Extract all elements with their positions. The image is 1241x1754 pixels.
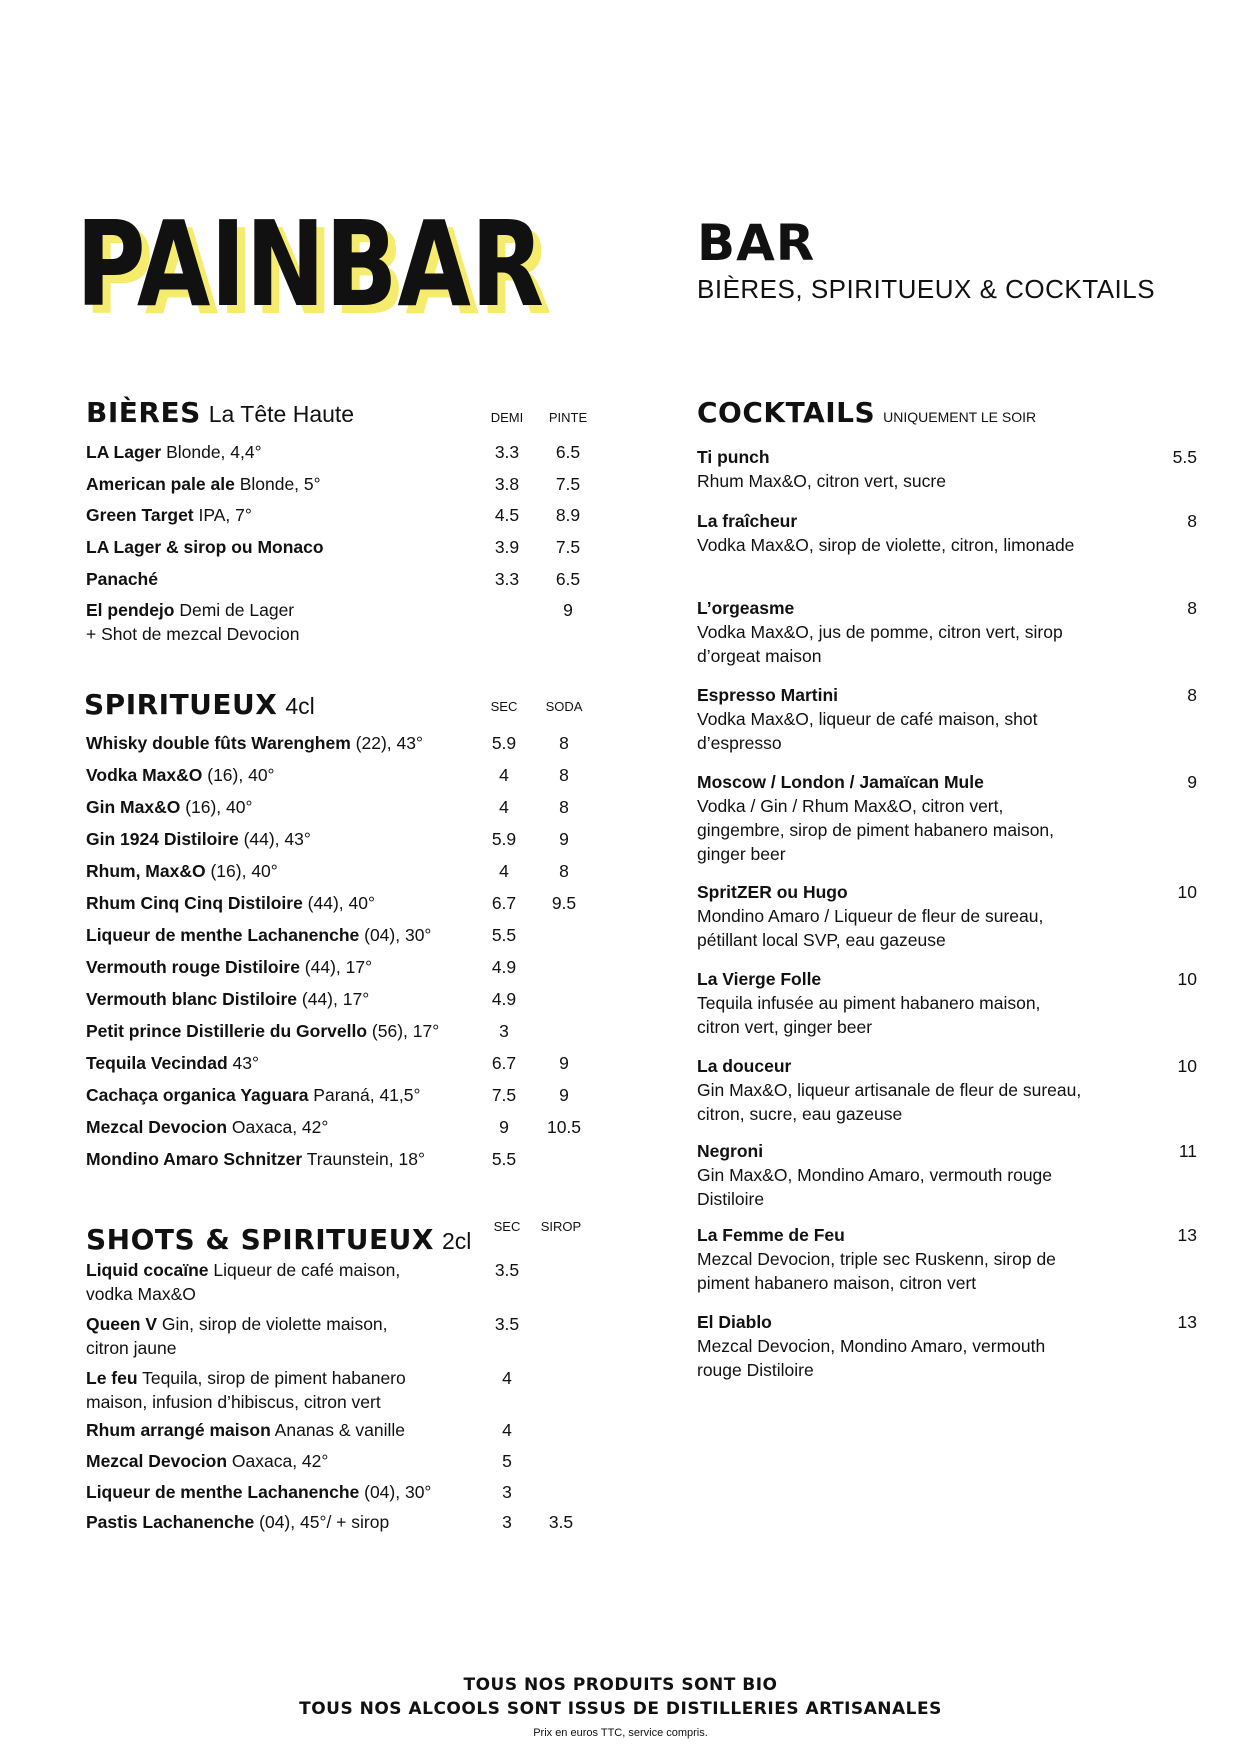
item-name: Liqueur de menthe Lachanenche [86,1482,360,1502]
item-text [86,891,481,915]
item-text [86,472,481,496]
cocktail-price: 13 [1177,1225,1197,1245]
cocktail-name: La fraîcheur [697,511,798,531]
item-name: Queen V [86,1314,157,1334]
cocktail-description: Tequila infusée au piment habanero maison, citron vert, ginger beer [697,993,1041,1037]
item-name: El pendejo [86,600,175,620]
spiritueux-item [86,1115,606,1139]
item-description: IPA, 7° [193,505,252,525]
item-price-2: 8 [559,861,569,881]
item-price-1: 4 [499,861,509,881]
item-text [86,567,481,591]
item-description-line2: vodka Max&O [86,1284,196,1304]
item-description: Blonde, 5° [234,474,321,494]
item-price-1: 3.5 [494,1314,520,1334]
cocktail-description: Vodka Max&O, liqueur de café maison, shot d’espresso [697,709,1038,753]
item-name: Panaché [86,569,158,589]
item-price-2: 6.5 [555,569,581,589]
shots-item [86,1312,606,1360]
spiritueux-item [86,987,606,1011]
item-name: Liquid cocaïne [86,1260,209,1280]
cocktail-price: 8 [1187,598,1197,618]
bieres-item [86,535,606,559]
item-text [86,598,481,646]
item-description: (56), 17° [367,1021,440,1041]
shots-item [86,1449,606,1473]
cocktail-item [697,967,1197,1039]
cocktails-note: UNIQUEMENT LE SOIR [883,409,1037,425]
cocktail-item [697,1054,1197,1126]
item-price-2: 10.5 [546,1117,582,1137]
item-price-1: 4 [502,1420,512,1440]
item-price-1: 3.8 [494,474,520,494]
item-price-2: 9.5 [551,893,577,913]
spiritueux-subtitle: 4cl [285,693,315,719]
item-name: LA Lager [86,442,162,462]
item-text [86,1312,481,1360]
item-description: Ananas & vanille [270,1420,406,1440]
item-text [86,1147,481,1171]
item-price-2: 8 [559,765,569,785]
item-description: (44), 17° [299,957,373,977]
item-text [86,1258,481,1306]
spiritueux-item [86,731,606,755]
spiritueux-item [86,891,606,915]
spiritueux-item [86,1051,606,1075]
cocktail-name: La Femme de Feu [697,1225,845,1245]
item-name: Vermouth blanc Distiloire [86,989,298,1009]
cocktail-price: 5.5 [1172,447,1197,467]
shots-title: SHOTS & SPIRITUEUX [86,1223,434,1256]
page-title: BAR [697,214,816,272]
item-text [86,1115,481,1139]
bieres-title: BIÈRES [86,396,201,429]
cocktail-description: Vodka Max&O, sirop de violette, citron, limonade [697,535,1075,555]
cocktail-item [697,445,1197,493]
spiritueux-item [86,1083,606,1107]
bieres-col-demi: DEMI [490,410,524,425]
item-text [86,923,481,947]
bieres-item [86,567,606,591]
bieres-col-pinte: PINTE [548,410,588,425]
page-subtitle: BIÈRES, SPIRITUEUX & COCKTAILS [697,274,1156,304]
item-price-1: 5 [502,1451,512,1471]
item-price-1: 4 [502,1368,512,1388]
item-description: Paraná, 41,5° [308,1085,421,1105]
spiritueux-item [86,1147,606,1171]
spiritueux-item [86,795,606,819]
cocktail-name: L’orgeasme [697,598,795,618]
item-text [86,1366,481,1414]
footer-prices-note: Prix en euros TTC, service compris. [533,1727,708,1739]
item-price-1: 4.5 [494,505,520,525]
cocktail-item [697,596,1197,668]
spiritueux-item [86,1019,606,1043]
item-text [86,1480,481,1504]
item-text [86,1418,481,1442]
painbar-logo-art [76,205,556,335]
cocktail-item [697,880,1197,952]
item-price-1: 5.5 [491,1149,517,1169]
item-name: Gin Max&O [86,797,181,817]
item-text [86,859,481,883]
cocktail-item [697,1223,1197,1295]
item-price-1: 5.9 [491,829,517,849]
spiritueux-item [86,827,606,851]
item-price-1: 4 [499,765,509,785]
item-description: Gin, sirop de violette maison, [157,1314,388,1334]
item-price-1: 3.3 [494,442,520,462]
item-name: Petit prince Distillerie du Gorvello [86,1021,368,1041]
item-price-1: 3 [502,1512,512,1532]
shots-col-sec: SEC [493,1219,521,1234]
item-description: (04), 30° [359,925,432,945]
item-description: Blonde, 4,4° [161,442,262,462]
cocktail-item [697,1310,1197,1382]
item-price-1: 5.5 [491,925,517,945]
shots-item [86,1366,606,1414]
item-text [86,503,481,527]
cocktail-description: Gin Max&O, Mondino Amaro, vermouth rouge Distiloire [697,1165,1053,1209]
item-text [86,440,481,464]
cocktail-name: El Diablo [697,1312,772,1332]
cocktail-item [697,1139,1197,1211]
item-price-2: 7.5 [555,537,581,557]
spiritueux-item [86,859,606,883]
spiritueux-header [84,688,315,721]
spiritueux-item [86,923,606,947]
bieres-item [86,598,606,646]
item-name: Mezcal Devocion [86,1117,228,1137]
cocktail-price: 10 [1177,882,1197,902]
cocktail-price: 11 [1178,1141,1197,1161]
item-description: 43° [227,1053,259,1073]
item-description: Oaxaca, 42° [227,1117,329,1137]
item-text [86,795,481,819]
cocktail-name: Negroni [697,1141,764,1161]
shots-item [86,1418,606,1442]
item-price-1: 4.9 [491,989,517,1009]
item-text [86,535,481,559]
item-description-line2: citron jaune [86,1338,177,1358]
item-description: Tequila, sirop de piment habanero [137,1368,406,1388]
cocktail-price: 8 [1187,685,1197,705]
item-description: (16), 40° [180,797,253,817]
item-price-2: 9 [563,600,573,620]
item-price-2: 6.5 [555,442,581,462]
item-price-2: 7.5 [555,474,581,494]
item-description-line2: + Shot de mezcal Devocion [86,624,300,644]
cocktail-name: La douceur [697,1056,792,1076]
bieres-item [86,440,606,464]
cocktail-price: 8 [1187,511,1197,531]
cocktail-item [697,770,1197,866]
item-description: Liqueur de café maison, [208,1260,401,1280]
item-description: (16), 40° [202,765,275,785]
cocktail-price: 9 [1187,772,1197,792]
item-name: Tequila Vecindad [86,1053,228,1073]
cocktail-name: La Vierge Folle [697,969,822,989]
item-price-2: 3.5 [548,1512,574,1532]
spiritueux-col-soda: SODA [545,699,583,714]
item-text [86,1083,481,1107]
cocktail-name: Moscow / London / Jamaïcan Mule [697,772,984,792]
item-name: Gin 1924 Distiloire [86,829,239,849]
item-price-1: 4 [499,797,509,817]
item-name: Cachaça organica Yaguara [86,1085,309,1105]
cocktails-header [697,396,1036,429]
shots-col-sirop: SIROP [540,1219,582,1234]
item-name: Vodka Max&O [86,765,203,785]
item-name: Liqueur de menthe Lachanenche [86,925,360,945]
spiritueux-item [86,955,606,979]
cocktail-price: 10 [1177,1056,1197,1076]
item-description: (44), 43° [238,829,311,849]
bieres-subtitle: La Tête Haute [208,401,355,427]
item-price-2: 9 [559,1053,569,1073]
item-name: Rhum, Max&O [86,861,206,881]
item-description: Oaxaca, 42° [227,1451,329,1471]
item-text [86,987,481,1011]
item-name: Rhum arrangé maison [86,1420,271,1440]
item-price-2: 9 [559,1085,569,1105]
item-name: Whisky double fûts Warenghem [86,733,351,753]
shots-item [86,1480,606,1504]
item-price-1: 3 [502,1482,512,1502]
item-description: (44), 40° [302,893,375,913]
item-price-1: 3.3 [494,569,520,589]
item-name: Pastis Lachanenche [86,1512,255,1532]
item-name: Green Target [86,505,194,525]
cocktail-description: Vodka / Gin / Rhum Max&O, citron vert, gingembre, sirop de piment habanero maison, ginger beer [697,796,1055,864]
logo-text: PAINBAR [76,205,544,333]
item-text [86,1510,481,1534]
item-price-1: 6.7 [491,1053,517,1073]
item-text [86,1051,481,1075]
item-text [86,731,481,755]
cocktail-description: Mondino Amaro / Liqueur de fleur de sureau, pétillant local SVP, eau gazeuse [697,906,1044,950]
item-price-1: 7.5 [491,1085,517,1105]
item-price-1: 4.9 [491,957,517,977]
cocktail-name: SpritZER ou Hugo [697,882,848,902]
item-description: (22), 43° [350,733,423,753]
item-name: Rhum Cinq Cinq Distiloire [86,893,303,913]
item-price-1: 3.5 [494,1260,520,1280]
bieres-item [86,503,606,527]
item-name: Mondino Amaro Schnitzer [86,1149,303,1169]
cocktail-description: Gin Max&O, liqueur artisanale de fleur de sureau, citron, sucre, eau gazeuse [697,1080,1082,1124]
item-text [86,763,481,787]
item-price-2: 8 [559,797,569,817]
item-name: Vermouth rouge Distiloire [86,957,300,977]
cocktail-description: Mezcal Devocion, triple sec Ruskenn, sirop de piment habanero maison, citron vert [697,1249,1056,1293]
item-text [86,955,481,979]
shots-header [86,1223,471,1256]
cocktail-description: Mezcal Devocion, Mondino Amaro, vermouth rouge Distiloire [697,1336,1046,1380]
footer-bio: TOUS NOS PRODUITS SONT BIO [463,1675,778,1695]
cocktail-price: 13 [1177,1312,1197,1332]
item-description: (04), 30° [359,1482,432,1502]
cocktail-name: Ti punch [697,447,770,467]
item-text [86,1449,481,1473]
item-price-1: 9 [499,1117,509,1137]
cocktail-item [697,509,1197,557]
bieres-header [86,396,354,429]
item-name: Mezcal Devocion [86,1451,228,1471]
item-price-1: 3.9 [494,537,520,557]
item-name: American pale ale [86,474,235,494]
painbar-logo [76,205,556,335]
cocktail-name: Espresso Martini [697,685,839,705]
cocktail-item [697,683,1197,755]
item-description: (04), 45°/ + sirop [254,1512,390,1532]
item-description: Demi de Lager [174,600,295,620]
cocktails-title: COCKTAILS [697,396,876,429]
spiritueux-item [86,763,606,787]
cocktail-description: Rhum Max&O, citron vert, sucre [697,471,946,491]
item-text [86,1019,481,1043]
shots-subtitle: 2cl [441,1228,472,1254]
item-price-1: 5.9 [491,733,517,753]
shots-item [86,1510,606,1534]
item-price-2: 9 [559,829,569,849]
item-text [86,827,481,851]
shots-item [86,1258,606,1306]
item-price-2: 8.9 [555,505,581,525]
logo-shadow: PAINBAR [84,205,552,335]
footer-artisanal: TOUS NOS ALCOOLS SONT ISSUS DE DISTILLERIES ARTISANALES [299,1699,942,1719]
item-description: Traunstein, 18° [302,1149,425,1169]
item-price-2: 8 [559,733,569,753]
item-name: Le feu [86,1368,138,1388]
item-description: (44), 17° [297,989,370,1009]
cocktail-price: 10 [1177,969,1197,989]
spiritueux-title: SPIRITUEUX [84,688,278,721]
item-description: (16), 40° [205,861,278,881]
item-price-1: 3 [499,1021,509,1041]
spiritueux-col-sec: SEC [490,699,518,714]
item-name: LA Lager & sirop ou Monaco [86,537,324,557]
item-price-1: 6.7 [491,893,517,913]
bieres-item [86,472,606,496]
cocktail-description: Vodka Max&O, jus de pomme, citron vert, sirop d’orgeat maison [697,622,1063,666]
item-description-line2: maison, infusion d’hibiscus, citron vert [86,1392,381,1412]
